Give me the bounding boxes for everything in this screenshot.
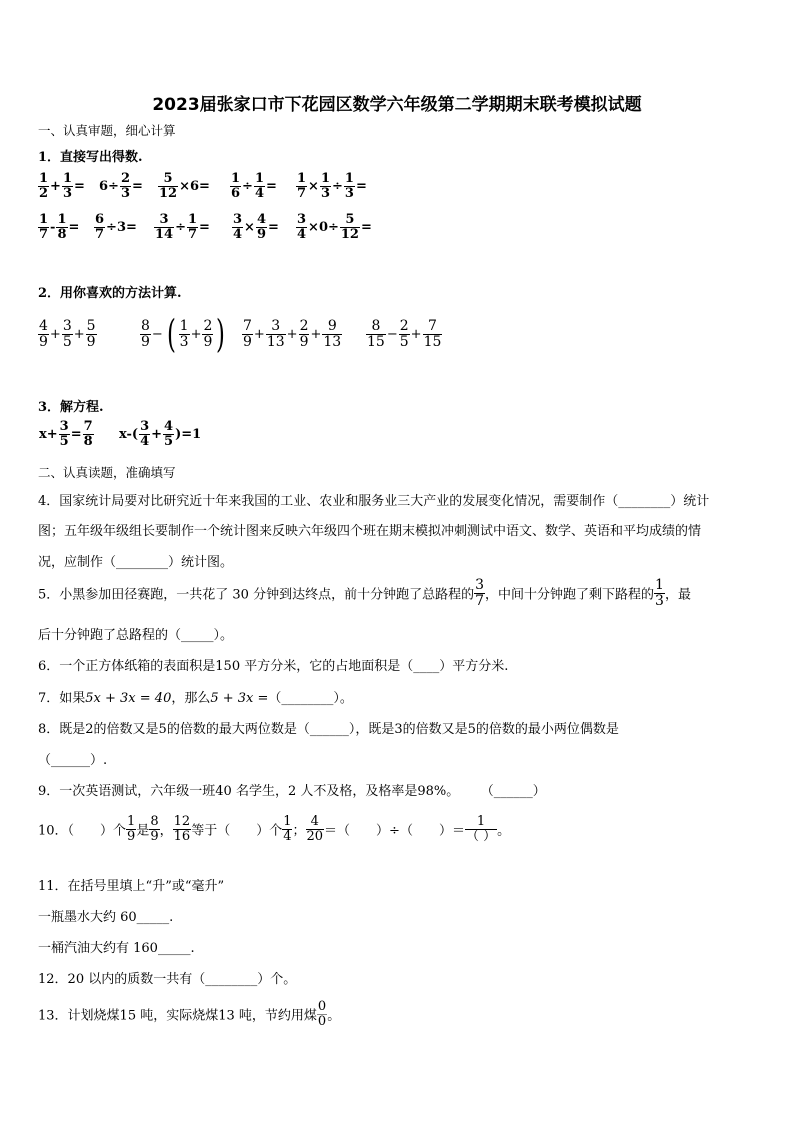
q8-line-2: （______）. (38, 753, 108, 768)
operator: + (286, 326, 298, 342)
operator: ÷3= (106, 219, 137, 235)
q11-line-1: 一瓶墨水大约 60_____. (38, 910, 174, 925)
fraction: $\frac{3}{4}$ (140, 419, 150, 449)
q11-label: 11．在括号里填上“升”或“毫升” (38, 879, 225, 894)
calc-expression (366, 319, 456, 349)
q7-text-b: ，那么 (171, 691, 211, 706)
q5-text-c: ，最 (664, 587, 691, 603)
operator: + (49, 326, 61, 342)
calc-expression (38, 319, 140, 349)
q4-line-1: 4．国家统计局要对比研究近十年来我国的工业、农业和服务业三大产业的发展变化情况，需要制作（________）统计 (38, 494, 710, 509)
operator: = (68, 219, 80, 235)
q5-text-a: 5．小黑参加田径赛跑，一共花了 30 分钟到达终点，前十分钟跑了总路程的 (38, 587, 475, 603)
operator: + (50, 178, 61, 194)
fraction: $\frac{1}{7}$ (297, 171, 307, 201)
fraction: $\frac{3}{5}$ (59, 419, 69, 449)
fraction: $\frac{1}{2}$ (39, 171, 49, 201)
fraction: $\frac{4}{9}$ (39, 317, 48, 350)
q10-fraction-6: $\frac{1}{( )}$ (465, 814, 497, 844)
oral-calc-item (230, 172, 296, 200)
q6-text: 6．一个正方体纸箱的表面积是150 平方分米，它的占地面积是（____）平方分米. (38, 659, 509, 674)
q1-row-2 (38, 213, 396, 241)
left-paren: ( (166, 312, 176, 356)
q10-text-d: 等于（ ）个 (191, 823, 283, 839)
oral-calc-item (296, 172, 396, 200)
oral-calc-item (296, 213, 396, 241)
q7-line (38, 687, 353, 706)
calc-expression (140, 312, 242, 356)
fraction: $\frac{3}{14}$ (155, 212, 174, 242)
oral-calc-item (94, 213, 154, 241)
operator: = (266, 178, 277, 194)
q3-label: 3．解方程. (38, 400, 104, 415)
operator: + (310, 326, 322, 342)
operator: + (253, 326, 265, 342)
q13-fraction: $\frac{0}{0}$ (317, 999, 327, 1029)
q3-equations (38, 420, 202, 448)
fraction: $\frac{7}{8}$ (83, 419, 93, 449)
q7-blank: （________）。 (268, 691, 353, 706)
section-1-heading: 一、认真审题，细心计算 (38, 123, 176, 138)
operator: = (132, 178, 143, 194)
fraction: $\frac{4}{9}$ (256, 212, 266, 242)
equation-2 (118, 420, 202, 448)
fraction: $\frac{5}{9}$ (86, 317, 96, 350)
fraction: $\frac{1}{8}$ (57, 212, 67, 242)
operator: + (410, 326, 422, 342)
q12-text: 12．20 以内的质数一共有（________）个。 (38, 972, 297, 987)
operator: x+ (39, 426, 58, 442)
operator: + (73, 326, 85, 342)
q10-text-e: ； (292, 823, 306, 839)
operator: = (74, 178, 85, 194)
operator: 6÷ (99, 178, 119, 194)
q5-text-b: ，中间十分钟跑了剩下路程的 (485, 587, 655, 603)
equation-1 (38, 420, 118, 448)
q10-fraction-1: $\frac{1}{9}$ (127, 814, 136, 844)
q10-text-a: 10．（ ）个 (38, 823, 127, 839)
fraction: $\frac{1}{3}$ (62, 171, 72, 201)
fraction: $\frac{2}{5}$ (399, 317, 409, 350)
section-2-heading: 二、认真读题，准确填写 (38, 465, 176, 480)
q1-row-1 (38, 172, 396, 200)
fraction: $\frac{6}{7}$ (95, 212, 105, 242)
operator: = (360, 219, 372, 235)
q5-fraction-1: $\frac{3}{7}$ (475, 577, 484, 609)
fraction: $\frac{5}{12}$ (159, 171, 178, 201)
fraction: $\frac{2}{9}$ (299, 317, 309, 350)
q13-end: 。 (327, 1008, 341, 1024)
oral-calc-item (98, 172, 158, 200)
fraction: $\frac{3}{13}$ (266, 317, 285, 350)
right-paren: ) (216, 312, 226, 356)
q13-text: 13．计划烧煤15 吨，实际烧煤13 吨，节约用煤 (38, 1008, 317, 1024)
q4-line-3: 况，应制作（________）统计图。 (38, 555, 234, 570)
operator: ×6= (179, 178, 210, 194)
q10-text-g: ＝（ ）÷（ ）＝ (324, 823, 465, 839)
q9-text: 9．一次英语测试，六年级一班40 名学生，2 人不及格，及格率是98%。 (38, 784, 460, 799)
q5-line-1 (38, 578, 691, 608)
fraction: $\frac{7}{15}$ (423, 317, 442, 350)
fraction: $\frac{1}{7}$ (188, 212, 198, 242)
fraction: $\frac{3}{4}$ (297, 212, 307, 242)
q10-text-b: 是 (136, 823, 150, 839)
operator: ÷ (175, 219, 186, 235)
operator: − (386, 326, 398, 342)
operator: )=1 (175, 426, 202, 442)
q2-expressions (38, 312, 456, 356)
operator: x-( (119, 426, 139, 442)
q2-label: 2．用你喜欢的方法计算. (38, 286, 182, 301)
q11-line-2: 一桶汽油大约有 160_____. (38, 941, 195, 956)
fraction: $\frac{2}{3}$ (120, 171, 130, 201)
operator: ÷ (242, 178, 253, 194)
oral-calc-item (154, 213, 232, 241)
page-title: 2023届张家口市下花园区数学六年级第二学期期末联考模拟试题 (152, 95, 642, 115)
operator: = (199, 219, 210, 235)
fraction: $\frac{4}{5}$ (164, 419, 174, 449)
q10-fraction-4: $\frac{1}{4}$ (283, 814, 292, 844)
q10-fraction-5: $\frac{4}{20}$ (306, 814, 324, 844)
operator: × (308, 178, 319, 194)
oral-calc-item (232, 213, 296, 241)
operator: × (244, 219, 255, 235)
fraction: $\frac{2}{9}$ (203, 317, 213, 350)
q7-equation-2: 5 + 3x = (210, 691, 269, 706)
q10-fraction-2: $\frac{8}{9}$ (150, 814, 159, 844)
q1-label: 1．直接写出得数. (38, 150, 143, 165)
q5-fraction-2: $\frac{1}{3}$ (655, 577, 664, 609)
operator: = (355, 178, 367, 194)
q4-line-2: 图；五年级年级组长要制作一个统计图来反映六年级四个班在期末模拟冲刺测试中语文、数学、英语和平均成绩的情 (38, 524, 702, 539)
operator: - (50, 219, 56, 235)
q7-equation-1: 5x + 3x = 40 (85, 691, 172, 706)
fraction: $\frac{5}{12}$ (340, 212, 359, 242)
operator: − (151, 326, 163, 342)
operator: ÷ (332, 178, 343, 194)
operator: + (190, 326, 202, 342)
q10-text-c: ， (159, 823, 173, 839)
oral-calc-item (158, 172, 230, 200)
q10-line (38, 815, 510, 843)
q8-line-1: 8．既是2的倍数又是5的倍数的最大两位数是（______），既是3的倍数又是5的倍数的最小两位偶数是 (38, 722, 619, 737)
fraction: $\frac{1}{3}$ (179, 317, 189, 350)
fraction: $\frac{1}{3}$ (320, 171, 330, 201)
fraction: $\frac{1}{3}$ (344, 171, 354, 201)
fraction: $\frac{7}{9}$ (243, 317, 252, 350)
q13-line (38, 1000, 340, 1028)
operator: = (268, 219, 279, 235)
q9-line (38, 780, 546, 799)
fraction: $\frac{1}{6}$ (231, 171, 241, 201)
q5-line-2: 后十分钟跑了总路程的（_____）。 (38, 628, 234, 643)
q10-fraction-3: $\frac{12}{16}$ (173, 814, 191, 844)
operator: = (70, 426, 82, 442)
fraction: $\frac{1}{7}$ (39, 212, 49, 242)
operator: ×0÷ (308, 219, 339, 235)
fraction: $\frac{3}{4}$ (233, 212, 243, 242)
operator: + (151, 426, 163, 442)
calc-expression (242, 319, 366, 349)
q7-text-a: 7．如果 (38, 691, 86, 706)
fraction: $\frac{8}{15}$ (367, 317, 385, 350)
q10-text-h: 。 (497, 823, 511, 839)
q9-blank: （______） (487, 784, 546, 799)
fraction: $\frac{3}{5}$ (62, 317, 72, 350)
oral-calc-item (38, 213, 94, 241)
fraction: $\frac{1}{4}$ (254, 171, 264, 201)
fraction: $\frac{9}{13}$ (323, 317, 342, 350)
fraction: $\frac{8}{9}$ (141, 317, 150, 350)
oral-calc-item (38, 172, 98, 200)
